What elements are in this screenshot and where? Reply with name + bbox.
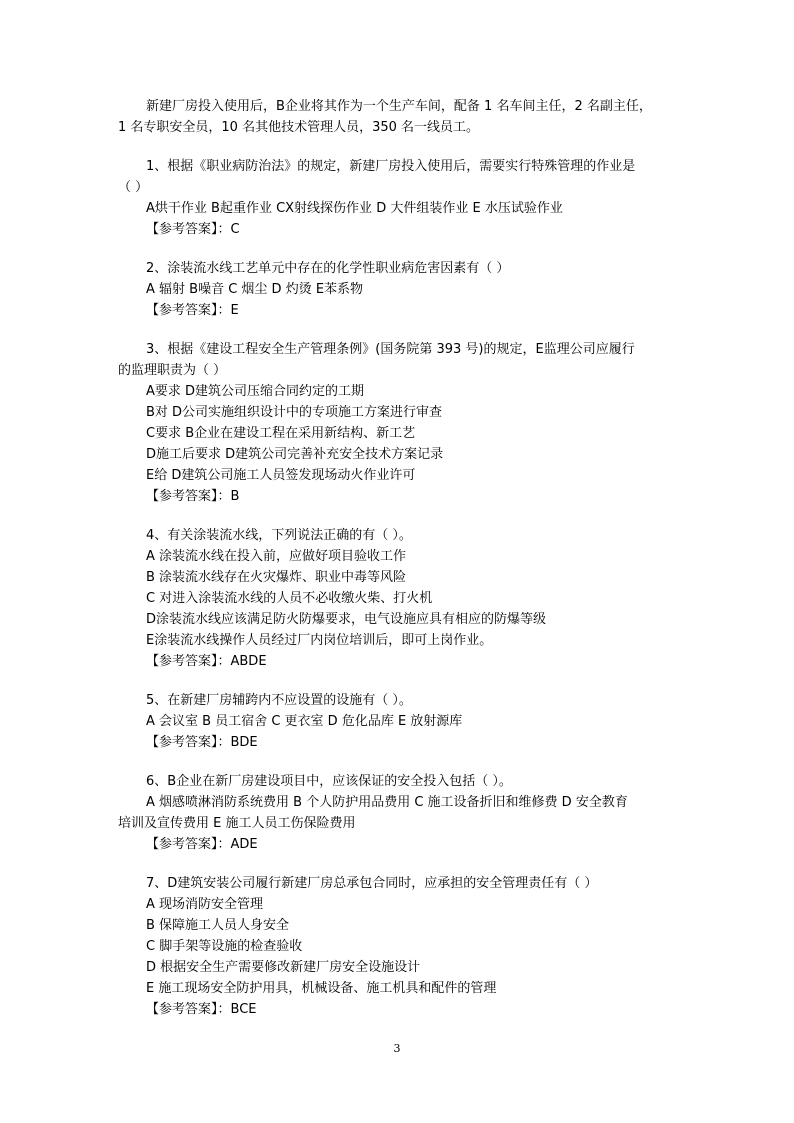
intro-line-1: 新建厂房投入使用后，B企业将其作为一个生产车间，配备 1 名车间主任，2 名副主任， bbox=[146, 99, 652, 114]
document-body bbox=[118, 96, 678, 1020]
question-7-option-b: B 保障施工人员人身安全 bbox=[146, 918, 290, 933]
question-6-stem: 6、B企业在新厂房建设项目中，应该保证的安全投入包括（ ）。 bbox=[146, 774, 512, 789]
question-6-answer: 【参考答案】：ADE bbox=[146, 837, 258, 852]
question-3-stem-cont: 的监理职责为（ ） bbox=[118, 363, 227, 378]
page-number: 3 bbox=[393, 1042, 401, 1055]
question-7-option-c: C 脚手架等设施的检查验收 bbox=[146, 939, 303, 954]
question-4-option-d: D涂装流水线应该满足防火防爆要求，电气设施应具有相应的防爆等级 bbox=[146, 612, 547, 627]
question-3-stem: 3、根据《建设工程安全生产管理条例》(国务院第 393 号)的规定，E监理公司应履行 bbox=[146, 342, 635, 357]
question-6-option: A 烟感喷淋消防系统费用 B 个人防护用品费用 C 施工设备折旧和维修费 D 安全教育 bbox=[146, 795, 628, 810]
question-5-option: A 会议室 B 员工宿舍 C 更衣室 D 危化品库 E 放射源库 bbox=[146, 714, 463, 729]
question-4-option-e: E涂装流水线操作人员经过厂内岗位培训后，即可上岗作业。 bbox=[146, 633, 493, 648]
question-4-stem: 4、有关涂装流水线，下列说法正确的有（ ）。 bbox=[146, 528, 412, 543]
question-1-stem: 1、根据《职业病防治法》的规定，新建厂房投入使用后，需要实行特殊管理的作业是 bbox=[146, 159, 636, 174]
question-5-stem: 5、在新建厂房辅跨内不应设置的设施有（ ）。 bbox=[146, 693, 412, 708]
question-1-stem-cont: （ ） bbox=[118, 180, 149, 195]
question-2-option: A 辐射 B噪音 C 烟尘 D 灼烫 E苯系物 bbox=[146, 282, 364, 297]
question-4-option-c: C 对进入涂装流水线的人员不必收缴火柴、打火机 bbox=[146, 591, 433, 606]
question-7-answer: 【参考答案】：BCE bbox=[146, 1002, 257, 1017]
question-1-answer: 【参考答案】：C bbox=[146, 222, 240, 237]
question-6-option-cont: 培训及宣传费用 E 施工人员工伤保险费用 bbox=[118, 816, 356, 831]
question-2-stem: 2、涂装流水线工艺单元中存在的化学性职业病危害因素有（ ） bbox=[146, 261, 510, 276]
question-5-answer: 【参考答案】：BDE bbox=[146, 735, 258, 750]
question-3-option-c: C要求 B企业在建设工程在采用新结构、新工艺 bbox=[146, 426, 416, 441]
question-7-option-a: A 现场消防安全管理 bbox=[146, 897, 264, 912]
question-7-stem: 7、D建筑安装公司履行新建厂房总承包合同时，应承担的安全管理责任有（ ） bbox=[146, 876, 598, 891]
question-3-option-b: B对 D公司实施组织设计中的专项施工方案进行审查 bbox=[146, 405, 443, 420]
question-1-option: A烘干作业 B起重作业 CX射线探伤作业 D 大件组装作业 E 水压试验作业 bbox=[146, 201, 563, 216]
question-3-option-a: A要求 D建筑公司压缩合同约定的工期 bbox=[146, 384, 365, 399]
question-3-option-d: D施工后要求 D建筑公司完善补充安全技术方案记录 bbox=[146, 447, 444, 462]
question-3-option-e: E给 D建筑公司施工人员签发现场动火作业许可 bbox=[146, 468, 416, 483]
question-4-answer: 【参考答案】：ABDE bbox=[146, 654, 267, 669]
question-3-answer: 【参考答案】：B bbox=[146, 489, 240, 504]
question-2-answer: 【参考答案】：E bbox=[146, 303, 239, 318]
question-7-option-e: E 施工现场安全防护用具，机械设备、施工机具和配件的管理 bbox=[146, 981, 497, 996]
intro-line-2: 1 名专职安全员，10 名其他技术管理人员，350 名一线员工。 bbox=[118, 120, 480, 135]
question-7-option-d: D 根据安全生产需要修改新建厂房安全设施设计 bbox=[146, 960, 421, 975]
question-4-option-a: A 涂装流水线在投入前，应做好项目验收工作 bbox=[146, 549, 407, 564]
question-4-option-b: B 涂装流水线存在火灾爆炸、职业中毒等风险 bbox=[146, 570, 407, 585]
